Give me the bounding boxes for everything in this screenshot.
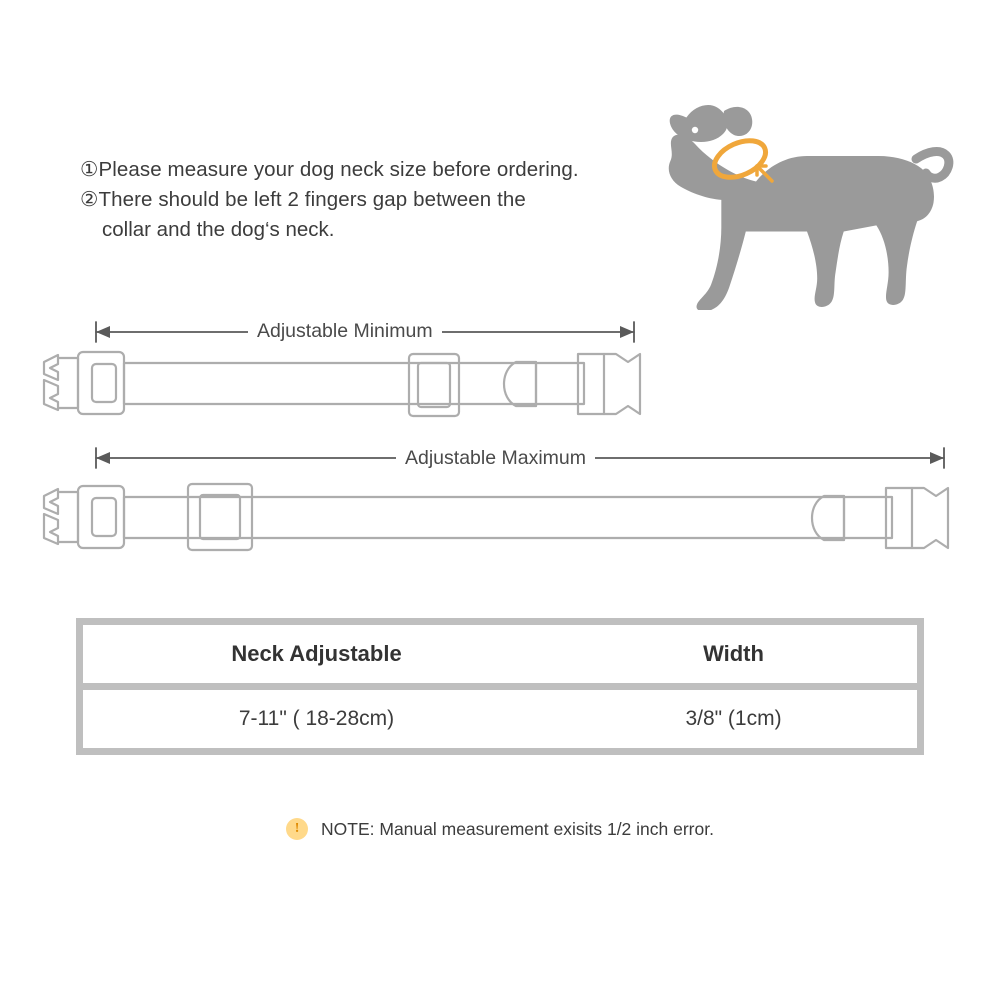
adjustable-maximum-label: Adjustable Maximum	[396, 447, 595, 470]
instruction-line-1	[80, 155, 680, 185]
table-row	[83, 690, 917, 748]
cell-neck-adjustable: 7-11" ( 18-28cm)	[238, 707, 395, 730]
instruction-text-1: Please measure your dog neck size before ordering.	[98, 158, 579, 181]
dog-silhouette-icon	[660, 95, 960, 310]
instructions-block	[80, 155, 680, 245]
exclamation-icon: !	[286, 818, 308, 840]
instruction-marker-2: ②	[80, 188, 99, 211]
note-text: NOTE: Manual measurement exisits 1/2 inch error.	[321, 818, 714, 839]
table-header-width: Width	[703, 641, 764, 666]
instruction-line-2	[80, 185, 680, 215]
adjustable-minimum-label: Adjustable Minimum	[248, 320, 442, 343]
instruction-line-2-continued: collar and the dog‘s neck.	[102, 218, 335, 241]
instruction-marker-1: ①	[80, 158, 99, 181]
table-header-row	[83, 625, 917, 683]
instruction-text-2: There should be left 2 fingers gap between the	[98, 188, 526, 211]
spec-table	[76, 618, 924, 755]
table-header-neck-adjustable: Neck Adjustable	[231, 641, 402, 666]
collar-diagram-area	[0, 300, 1000, 575]
note-block	[0, 818, 1000, 840]
cell-width: 3/8" (1cm)	[685, 707, 782, 730]
